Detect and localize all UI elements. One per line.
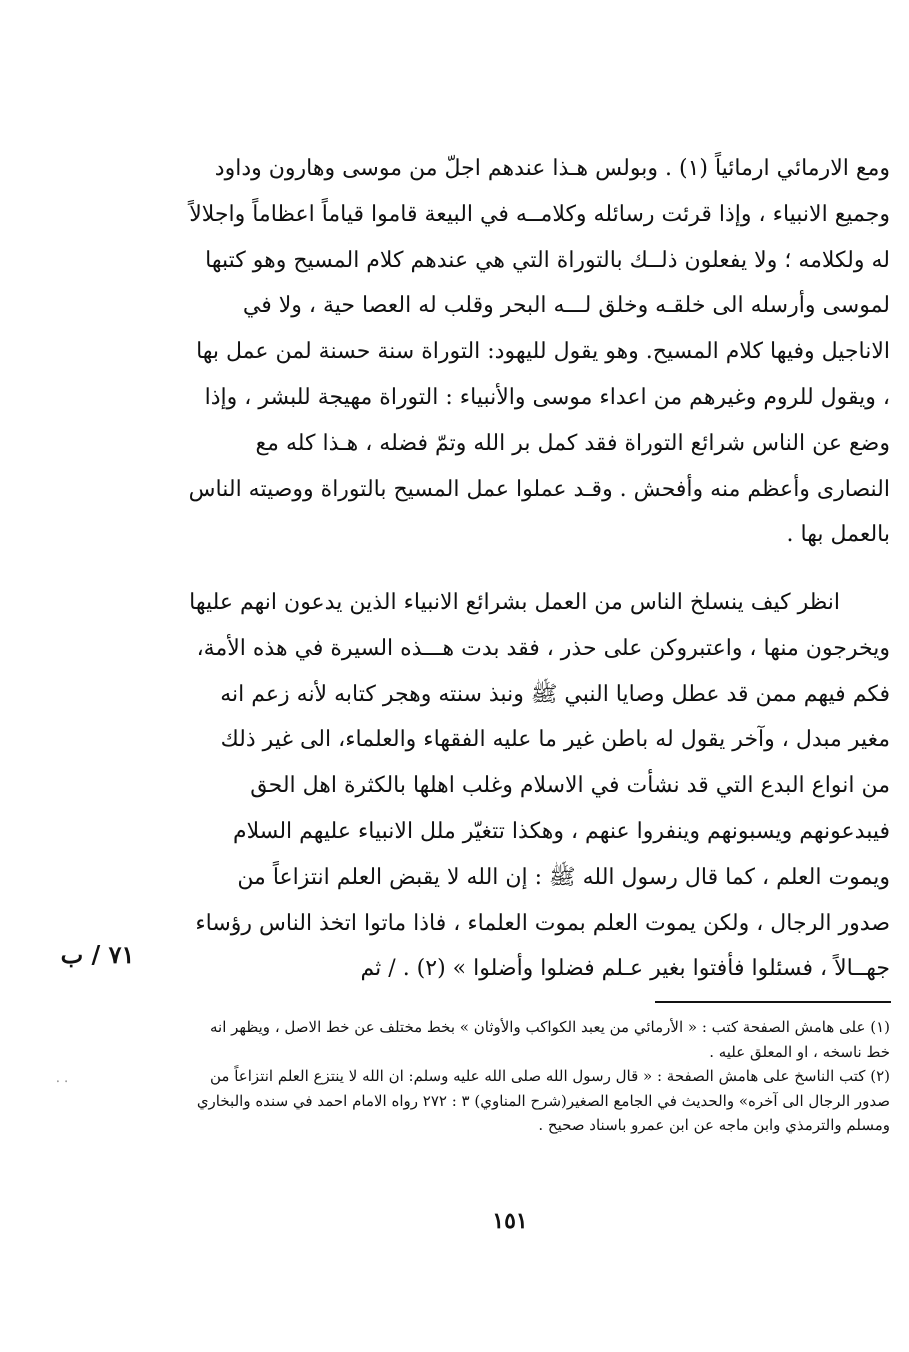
footnote-divider <box>655 1001 891 1003</box>
footnotes <box>186 1015 890 1138</box>
paragraph-2 <box>186 580 890 992</box>
footnote-2: (٢) كتب الناسخ على هامش الصفحة : « قال رسول الله صلى الله عليه وسلم: ان الله لا ينتزع العلم انتزاعاً من صدور الرجال الى آخره» والحديث في الجامع الصغير(شرح المناوي) ٣ : ٢٧٢ رواه الامام احمد في سنده والبخاري ومسلم والترمذي وابن ماجه عن ابن عمرو باسناد صحيح . <box>196 1067 890 1134</box>
paragraph-1-text: ومع الارمائي ارمائياً (١) . وبولس هـذا عندهم اجلّ من موسى وهارون وداود وجميع الانبياء ، وإذا قرئت رسائله وكلامــه في البيعة قاموا قياماً اعظاماً واجلالاً له ولكلامه ؛ ولا يفعلون ذلــك بالتوراة التي هي عندهم كلام المسيح وهو كتبها لموسى وأرسله الى خلقـه وخلق لـــه البحر وقلب له العصا حية ، ولا في الاناجيل وفيها كلام المسيح. وهو يقول لليهود: التوراة سنة حسنة لمن عمل بها ، ويقول للروم وغيرهم من اعداء موسى والأنبياء : التوراة مهيجة للبشر ، وإذا وضع عن الناس شرائع التوراة فقد كمل بر الله وتمّ فضله ، هـذا كله مع النصارى وأعظم منه وأفحش . وقـد عملوا عمل المسيح بالتوراة ووصيته الناس بالعمل بها . <box>188 156 890 548</box>
paragraph-1 <box>186 146 890 558</box>
folio-margin-note: ٧١ / ب <box>60 940 135 969</box>
footnote-1: (١) على هامش الصفحة كتب : « الأرمائي من يعبد الكواكب والأوثان » بخط مختلف عن خط الاصل ، ويظهر انه خط ناسخه ، او المعلق عليه . <box>209 1018 890 1061</box>
paragraph-2-text <box>186 580 890 992</box>
margin-speck: ⸱ ⸱ <box>56 1074 68 1090</box>
paragraph-2-content: انظر كيف ينسلخ الناس من العمل بشرائع الانبياء الذين يدعون انهم عليها ويخرجون منها ، واعتبروكن على حذر ، فقد بدت هـــذه السيرة في هذه الأمة، فكم فيهم ممن قد عطل وصايا النبي ﷺ ونبذ سنته وهجر كتابه لأنه زعم انه مغير مبدل ، وآخر يقول له باطن غير ما عليه الفقهاء والعلماء، الى غير ذلك من انواع البدع التي قد نشأت في الاسلام وغلب اهلها بالكثرة اهل الحق فيبدعونهم ويسبونهم وينفروا عنهم ، وهكذا تتغيّر ملل الانبياء عليهم السلام ويموت العلم ، كما قال رسول الله ﷺ : إن الله لا يقبض العلم انتزاعاً من صدور الرجال ، ولكن يموت العلم بموت العلماء ، فاذا ماتوا اتخذ الناس رؤساء جهــالاً ، فسئلوا فأفتوا بغير عـلم فضلوا وأضلوا » (٢) . / ثم <box>189 590 890 982</box>
page-number: ١٥١ <box>492 1208 528 1234</box>
